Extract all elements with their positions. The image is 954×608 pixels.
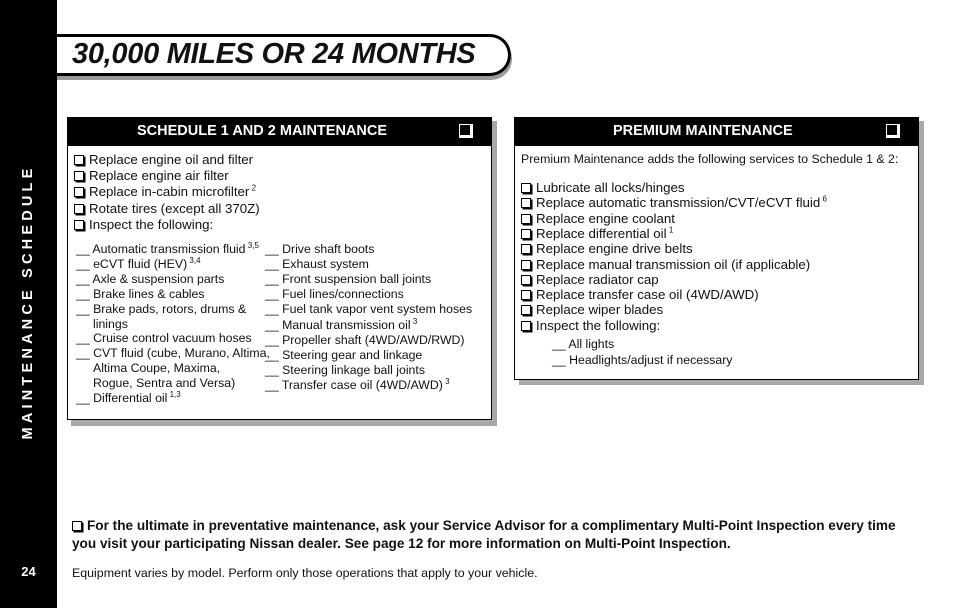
footnote-ref: 3: [410, 316, 418, 326]
multi-point-inspection-note: [72, 517, 922, 553]
item-text: __ Propeller shaft (4WD/AWD/RWD): [265, 332, 465, 347]
inspect-item: [76, 286, 205, 302]
section-label: MAINTENANCE SCHEDULE: [20, 164, 36, 440]
schedule-box-header: [68, 118, 491, 146]
item-text: __ Fuel tank vapor vent system hoses: [265, 302, 473, 317]
inspect-item: [76, 241, 259, 257]
checkbox-icon: [521, 260, 531, 270]
note-text: For the ultimate in preventative maintenance, ask your Service Advisor for a complimentary Multi-Point Inspection every time you visit your participating Nissan dealer. See page 12 for more information on Multi-Point Inspection.: [72, 518, 896, 551]
item-text: Replace manual transmission oil (if applicable): [536, 256, 811, 272]
item-text: __ Automatic transmission fluid: [76, 242, 246, 256]
inspect-item: [93, 360, 220, 376]
item-text: __ Brake lines & cables: [76, 286, 205, 301]
checkbox-icon: [74, 155, 84, 165]
item-text: Replace engine coolant: [536, 210, 675, 226]
item-text: Replace radiator cap: [536, 271, 659, 287]
inspect-item: [265, 301, 472, 317]
item-text: Replace engine air filter: [89, 168, 229, 184]
footnote-ref: 1: [666, 225, 674, 235]
item-text: Inspect the following:: [536, 317, 661, 333]
inspect-item: [265, 362, 425, 378]
item-text: Replace engine drive belts: [536, 241, 693, 257]
page-number: 24: [21, 564, 36, 579]
checkbox-icon: [521, 183, 531, 193]
item-text: __ Drive shaft boots: [265, 242, 375, 256]
item-text: Lubricate all locks/hinges: [536, 180, 685, 195]
inspect-item: [76, 301, 246, 317]
item-text: Replace differential oil: [536, 225, 667, 241]
checkbox-icon: [72, 521, 82, 531]
item-text: __ Cruise control vacuum hoses: [76, 331, 252, 346]
task-item: [74, 152, 253, 168]
item-text: Replace automatic transmission/CVT/eCVT fluid: [536, 195, 821, 211]
item-text: linings: [93, 316, 128, 331]
item-text: __ Differential oil: [76, 391, 168, 405]
footnote-ref: 3: [442, 376, 450, 386]
checkbox-icon: [74, 204, 84, 214]
task-item: [521, 211, 675, 227]
checkbox-icon: [521, 275, 531, 285]
checkbox-icon: [521, 290, 531, 300]
item-text: __ CVT fluid (cube, Murano, Altima,: [76, 346, 270, 361]
item-text: __ eCVT fluid (HEV): [76, 256, 188, 271]
inspect-item: [76, 345, 270, 361]
premium-intro: Premium Maintenance adds the following services to Schedule 1 & 2:: [521, 152, 899, 166]
checkbox-icon: [521, 244, 531, 254]
item-text: __ Front suspension ball joints: [265, 272, 432, 287]
item-text: __ Axle & suspension parts: [76, 271, 225, 286]
task-item: [521, 226, 673, 242]
inspect-item: [265, 286, 404, 302]
task-item: [521, 195, 827, 211]
item-text: Rotate tires (except all 370Z): [89, 200, 260, 216]
task-item: [521, 272, 659, 288]
checkbox-icon: [459, 124, 473, 138]
checkbox-icon: [74, 220, 84, 230]
inspect-item: [76, 256, 201, 272]
checkbox-icon: [886, 124, 900, 138]
item-text: Rogue, Sentra and Versa): [93, 376, 236, 391]
checkbox-icon: [74, 171, 84, 181]
schedule-box-title: SCHEDULE 1 AND 2 MAINTENANCE: [137, 123, 388, 139]
schedule-box: [67, 117, 492, 420]
checkbox-icon: [521, 198, 531, 208]
item-text: __ All lights: [552, 337, 615, 351]
inspect-item: [552, 336, 614, 352]
premium-box: [514, 117, 919, 380]
item-text: __ Manual transmission oil: [265, 317, 411, 332]
task-item: [74, 201, 260, 217]
inspect-item: [265, 347, 422, 363]
inspect-item: [265, 241, 374, 257]
inspect-item: [76, 271, 224, 287]
checkbox-icon: [521, 214, 531, 224]
task-item: [74, 217, 213, 233]
inspect-item: [265, 332, 465, 348]
item-text: Replace transfer case oil (4WD/AWD): [536, 287, 759, 303]
item-text: __ Headlights/adjust if necessary: [552, 353, 733, 367]
footnote-ref: 2: [249, 183, 257, 193]
footnote-ref: 6: [820, 194, 827, 204]
task-item: [521, 241, 693, 257]
footnote-ref: 3,4: [187, 255, 201, 265]
checkbox-icon: [521, 321, 531, 331]
item-text: __ Fuel lines/connections: [265, 287, 404, 302]
premium-box-header: [515, 118, 918, 146]
inspect-item: [265, 271, 431, 287]
inspect-item: [552, 352, 732, 368]
inspect-item: [93, 316, 128, 332]
footnote-ref: 1,3: [167, 389, 181, 399]
inspect-item: [93, 375, 235, 391]
inspect-item: [76, 330, 252, 346]
item-text: __ Exhaust system: [265, 257, 369, 272]
item-text: Replace engine oil and filter: [89, 152, 254, 167]
checkbox-icon: [521, 305, 531, 315]
checkbox-icon: [74, 187, 84, 197]
task-item: [521, 287, 759, 303]
task-item: [521, 257, 810, 273]
task-item: [521, 318, 660, 334]
footer-note: Equipment varies by model. Perform only those operations that apply to your vehicle.: [72, 566, 538, 580]
inspect-item: [265, 377, 450, 393]
inspect-item: [265, 256, 369, 272]
item-text: Replace in-cabin microfilter: [89, 184, 250, 200]
sidebar: [0, 0, 57, 608]
page-title: 30,000 MILES OR 24 MONTHS: [72, 38, 476, 70]
item-text: Altima Coupe, Maxima,: [93, 361, 221, 376]
inspect-item: [76, 390, 181, 406]
item-text: __ Steering gear and linkage: [265, 347, 423, 362]
item-text: Replace wiper blades: [536, 302, 664, 318]
task-item: [74, 184, 256, 200]
checkbox-icon: [521, 229, 531, 239]
item-text: __ Steering linkage ball joints: [265, 362, 425, 377]
item-text: __ Transfer case oil (4WD/AWD): [265, 377, 443, 392]
premium-box-title: PREMIUM MAINTENANCE: [613, 123, 793, 139]
task-item: [74, 168, 229, 184]
task-item: [521, 302, 663, 318]
inspect-item: [265, 317, 417, 333]
item-text: __ Brake pads, rotors, drums &: [76, 301, 247, 316]
task-item: [521, 180, 685, 196]
item-text: Inspect the following:: [89, 216, 214, 232]
footnote-ref: 3,5: [245, 240, 259, 250]
